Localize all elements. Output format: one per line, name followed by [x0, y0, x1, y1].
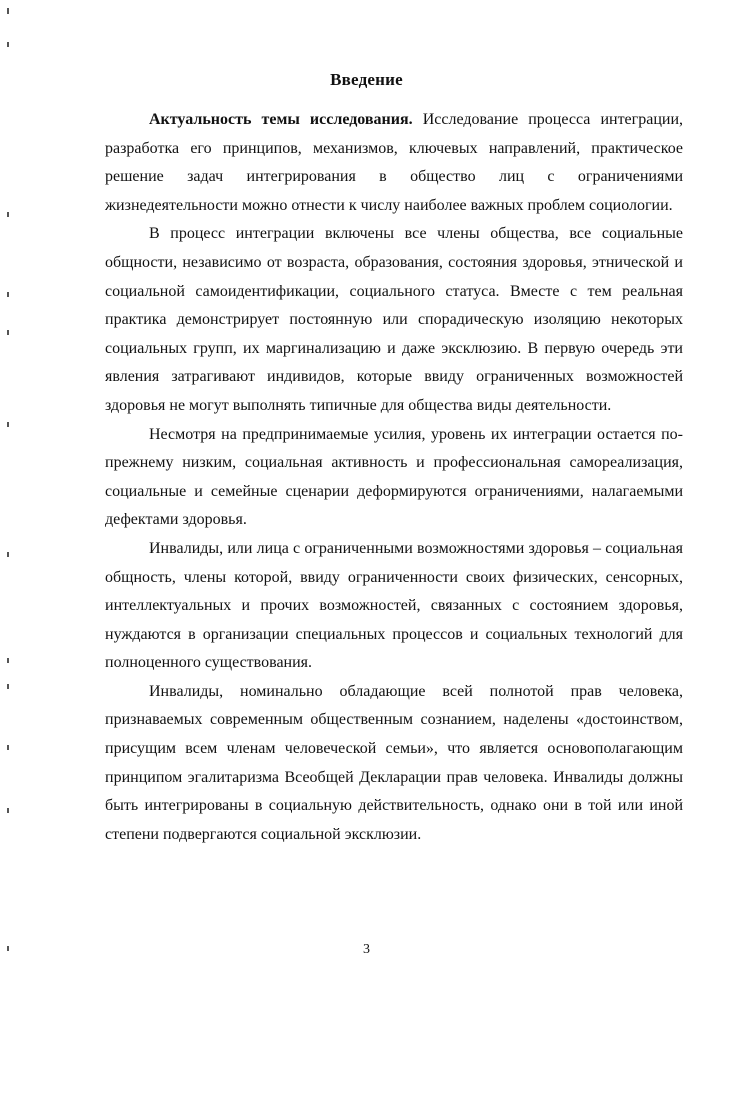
- scan-margin-mark: [7, 212, 9, 217]
- scan-margin-mark: [7, 552, 9, 557]
- page-title: Введение: [330, 70, 403, 89]
- body-text: [105, 106, 683, 849]
- scan-margin-mark: [7, 8, 9, 14]
- scan-margin-mark: [7, 658, 9, 663]
- scan-margin-mark: [7, 42, 9, 47]
- scan-margin-mark: [7, 292, 9, 297]
- scan-margin-mark: [7, 422, 9, 427]
- paragraph: Инвалиды, номинально обладающие всей полнотой прав человека, признаваемых современным общественным сознанием, наделены «достоинством, присущим всем членам человеческой семьи», что является основополагающим принципом эгалитаризма Всеобщей Декларации прав человека. Инвалиды должны быть интегрированы в социальную действительность, однако они в той или иной степени подвергаются социальной эксклюзии.: [105, 682, 683, 843]
- scan-margin-mark: [7, 745, 9, 750]
- paragraph-lead: Актуальность темы исследования.: [149, 111, 413, 128]
- paragraph-text: Исследование процесса интеграции, разработка его принципов, механизмов, ключевых направлений, практическое решение задач интегрирования в общество лиц с ограничениями жизнедеятельности можно отнести к числу наиболее важных проблем социологии.: [105, 111, 684, 214]
- paragraph: В процесс интеграции включены все члены общества, все социальные общности, независимо от возраста, образования, состояния здоровья, этнической и социальной самоидентификации, социального статуса. Вместе с тем реальная практика демонстрирует постоянную или спорадическую изоляцию некоторых социальных групп, их маргинализацию и даже эксклюзию. В первую очередь эти явления затрагивают индивидов, которые ввиду ограниченных возможностей здоровья не могут выполнять типичные для общества виды деятельности.: [105, 225, 683, 414]
- scan-margin-mark: [7, 808, 9, 813]
- paragraph: Инвалиды, или лица с ограниченными возможностями здоровья – социальная общность, члены которой, ввиду ограниченности своих физических, сенсорных, интеллектуальных и прочих возможностей, связанных с состоянием здоровья, нуждаются в организации специальных процессов и социальных технологий для полноценного существования.: [105, 539, 683, 672]
- page-number: 3: [363, 942, 370, 957]
- scan-margin-mark: [7, 330, 9, 335]
- scan-margin-mark: [7, 684, 9, 689]
- paragraph: Несмотря на предпринимаемые усилия, уровень их интеграции остается по-прежнему низким, социальная активность и профессиональная самореализация, социальные и семейные сценарии деформируются ограничениями, налагаемыми дефектами здоровья.: [105, 425, 683, 529]
- paragraph: [105, 106, 683, 220]
